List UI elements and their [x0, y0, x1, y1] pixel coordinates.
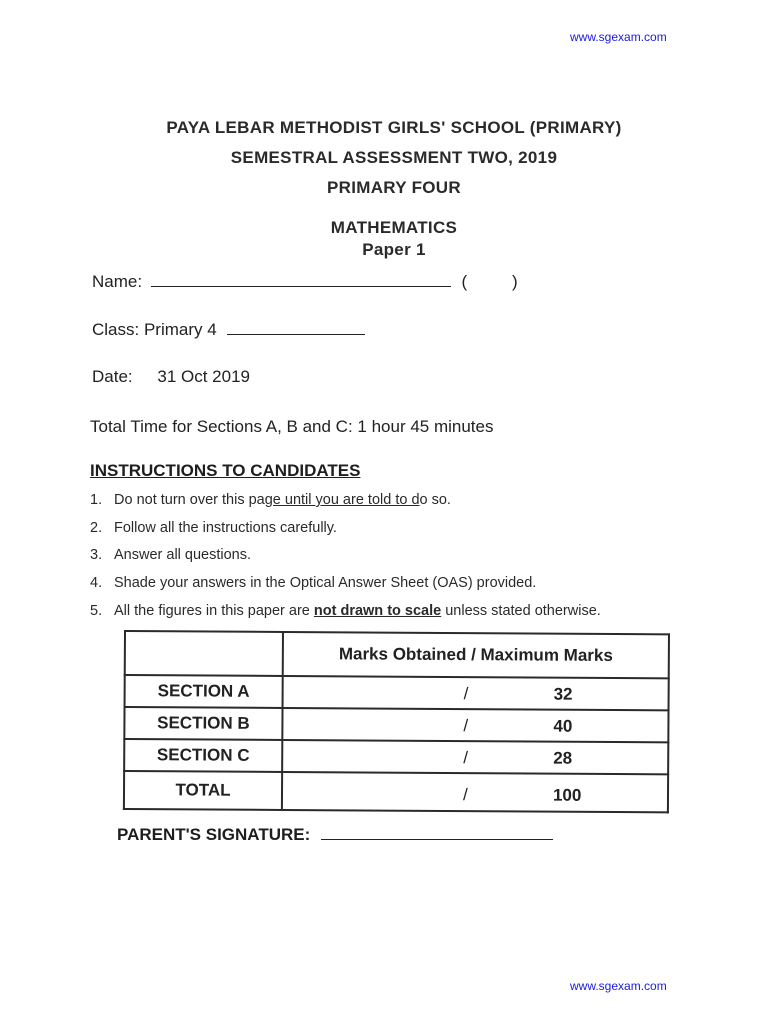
- date-value: 31 Oct 2019: [157, 367, 250, 386]
- instruction-text: Shade your answers in the Optical Answer Sheet (OAS) provided.: [114, 575, 537, 591]
- subject-title: MATHEMATICS: [330, 218, 458, 237]
- watermark-link-bottom[interactable]: www.sgexam.com: [570, 979, 667, 993]
- class-label: Class: Primary 4: [92, 320, 217, 339]
- assessment-title: SEMESTRAL ASSESSMENT TWO, 2019: [230, 148, 558, 167]
- class-blank[interactable]: [227, 320, 365, 335]
- instruction-text: o so.: [419, 492, 451, 508]
- paper-title: Paper 1: [362, 240, 426, 259]
- name-blank[interactable]: [151, 272, 451, 287]
- signature-row: [117, 825, 553, 845]
- instruction-item-5: [90, 603, 601, 619]
- marks-slash: /: [463, 748, 469, 768]
- section-c-max: 28: [553, 748, 573, 768]
- section-b-label: SECTION B: [124, 707, 282, 740]
- date-row: [92, 367, 250, 387]
- instruction-number: 1.: [90, 492, 103, 508]
- total-label: TOTAL: [124, 771, 282, 810]
- total-time: Total Time for Sections A, B and C: 1 hour 45 minutes: [90, 417, 494, 436]
- signature-label: PARENT'S SIGNATURE:: [117, 825, 311, 844]
- marks-slash: /: [463, 716, 469, 736]
- watermark-link-top[interactable]: www.sgexam.com: [570, 30, 667, 44]
- section-c-label: SECTION C: [124, 739, 282, 772]
- instruction-item-2: [90, 520, 337, 536]
- section-a-marks: [283, 676, 669, 710]
- index-paren-close: ): [511, 272, 518, 291]
- index-paren-open: (: [461, 272, 468, 291]
- instruction-item-1: [90, 492, 451, 508]
- instruction-text: Follow all the instructions carefully.: [114, 520, 337, 536]
- instruction-number: 2.: [90, 520, 103, 536]
- marks-header: Marks Obtained / Maximum Marks: [283, 632, 669, 678]
- instruction-text: All the figures in this paper are: [114, 603, 314, 619]
- instructions-heading: INSTRUCTIONS TO CANDIDATES: [90, 461, 361, 480]
- marks-slash: /: [463, 684, 469, 704]
- header-empty-cell: [125, 631, 283, 676]
- total-marks: [282, 772, 668, 812]
- instruction-text: unless stated otherwise.: [441, 603, 601, 619]
- marks-table-header-row: [125, 631, 669, 678]
- total-max: 100: [552, 785, 582, 805]
- instruction-text: Answer all questions.: [114, 547, 252, 563]
- instruction-text: Do not turn over this pa: [114, 492, 265, 508]
- name-label: Name:: [92, 272, 143, 291]
- name-row: [92, 272, 518, 292]
- section-a-max: 32: [553, 684, 573, 704]
- instruction-emphasis: not drawn to scale: [313, 603, 442, 619]
- section-b-marks: [282, 708, 668, 742]
- instruction-underlined-text: ge until you are told to d: [264, 492, 420, 508]
- table-row: [124, 707, 668, 742]
- school-name: PAYA LEBAR METHODIST GIRLS' SCHOOL (PRIMARY): [166, 118, 622, 137]
- table-row: [124, 771, 668, 812]
- instruction-item-3: [90, 547, 251, 563]
- class-row: [92, 320, 365, 340]
- section-c-marks: [282, 740, 668, 774]
- table-row: [125, 675, 669, 710]
- date-label: Date:: [92, 367, 133, 386]
- level-title: PRIMARY FOUR: [327, 178, 461, 197]
- table-row: [124, 739, 668, 774]
- marks-slash: /: [462, 785, 468, 805]
- signature-blank[interactable]: [321, 825, 553, 840]
- instruction-number: 5.: [90, 603, 103, 619]
- instruction-number: 4.: [90, 575, 103, 591]
- marks-table: [123, 630, 670, 813]
- instruction-number: 3.: [90, 547, 103, 563]
- section-b-max: 40: [553, 716, 573, 736]
- section-a-label: SECTION A: [125, 675, 283, 708]
- instruction-item-4: [90, 575, 536, 591]
